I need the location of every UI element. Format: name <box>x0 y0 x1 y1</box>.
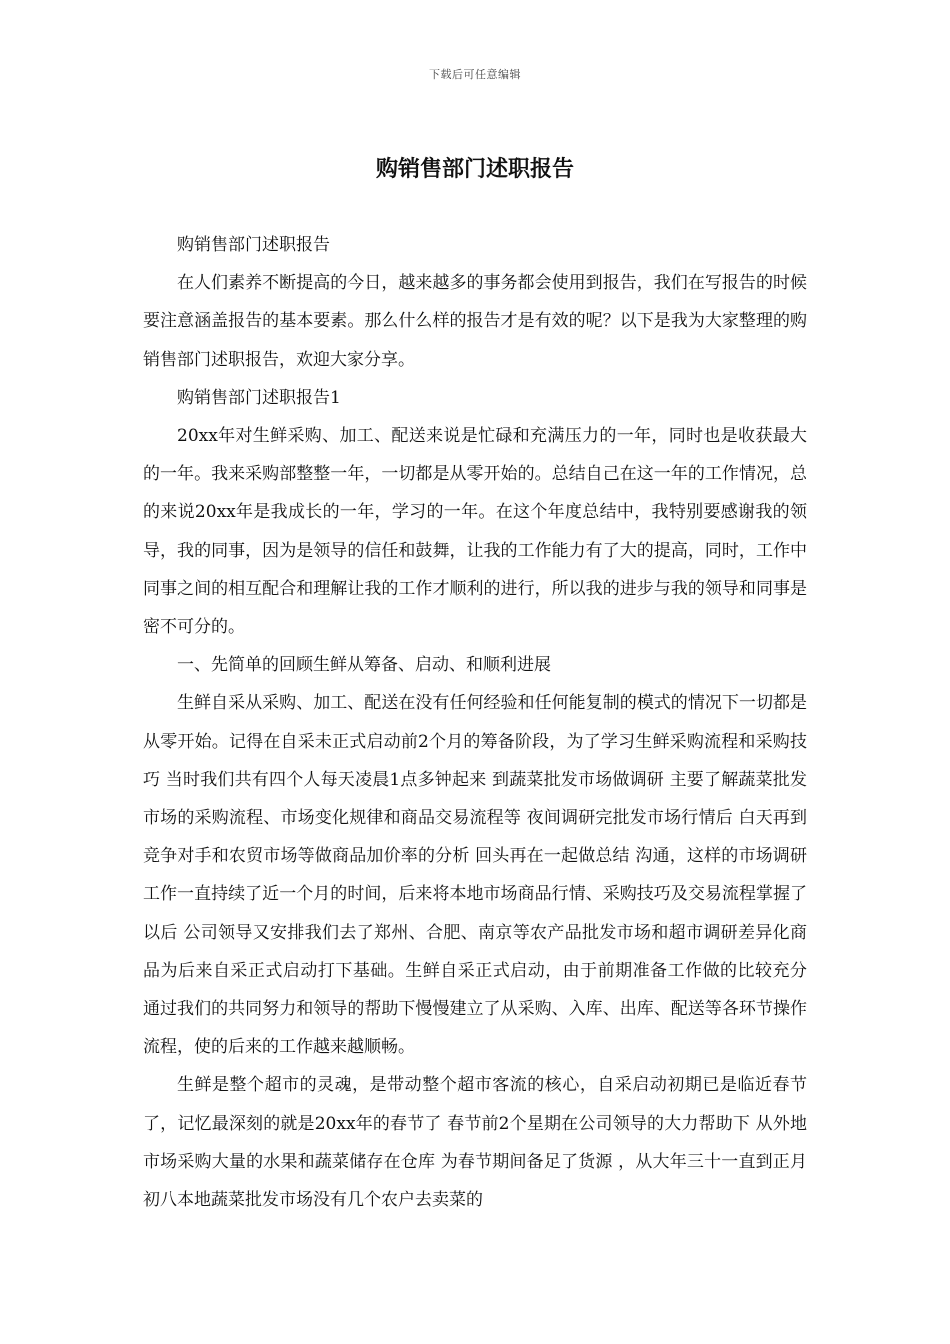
paragraph-summary: 20xx年对生鲜采购、加工、配送来说是忙碌和充满压力的一年，同时也是收获最大的一年。我来采购部整整一年，一切都是从零开始的。总结自己在这一年的工作情况，总的来说20xx年是我成长的一年，学习的一年。在这个年度总结中，我特别要感谢我的领导，我的同事，因为是领导的信任和鼓舞，让我的工作能力有了大的提高，同时，工作中同事之间的相互配合和理解让我的工作才顺利的进行，所以我的进步与我的领导和同事是密不可分的。 <box>143 426 807 638</box>
document-body <box>143 226 807 1219</box>
paragraph-report-heading: 购销售部门述职报告1 <box>177 387 341 408</box>
paragraph-spring-festival: 生鲜是整个超市的灵魂，是带动整个超市客流的核心，自采启动初期已是临近春节了，记忆最深刻的就是20xx年的春节了 春节前2个星期在公司领导的大力帮助下 从外地市场采购大量的水果和蔬菜储存在仓库 为春节期间备足了货源 ，从大年三十一直到正月初八本地蔬菜批发市场没有几个农户去卖菜的 <box>143 1075 807 1211</box>
paragraph-intro: 在人们素养不断提高的今日，越来越多的事务都会使用到报告，我们在写报告的时候要注意涵盖报告的基本要素。那么什么样的报告才是有效的呢？以下是我为大家整理的购销售部门述职报告，欢迎大家分享。 <box>143 273 807 370</box>
paragraph-preparation: 生鲜自采从采购、加工、配送在没有任何经验和任何能复制的模式的情况下一切都是从零开始。记得在自采未正式启动前2个月的筹备阶段，为了学习生鲜采购流程和采购技巧 当时我们共有四个人每天凌晨1点多钟起来 到蔬菜批发市场做调研 主要了解蔬菜批发市场的采购流程、市场变化规律和商品交易流程等 夜间调研完批发市场行情后 白天再到竞争对手和农贸市场等做商品加价率的分析 回头再在一起做总结 沟通，这样的市场调研工作一直持续了近一个月的时间，后来将本地市场商品行情、采购技巧及交易流程掌握了以后 公司领导又安排我们去了郑州、合肥、南京等农产品批发市场和超市调研差异化商品为后来自采正式启动打下基础。生鲜自采正式启动，由于前期准备工作做的比较充分 通过我们的共同努力和领导的帮助下慢慢建立了从采购、入库、出库、配送等各环节操作流程，使的后来的工作越来越顺畅。 <box>143 693 807 1058</box>
document-title: 购销售部门述职报告 <box>375 156 574 182</box>
section-heading: 一、先简单的回顾生鲜从筹备、启动、和顺利进展 <box>177 655 551 676</box>
header-note: 下载后可任意编辑 <box>429 68 521 81</box>
paragraph-subtitle: 购销售部门述职报告 <box>177 235 330 255</box>
